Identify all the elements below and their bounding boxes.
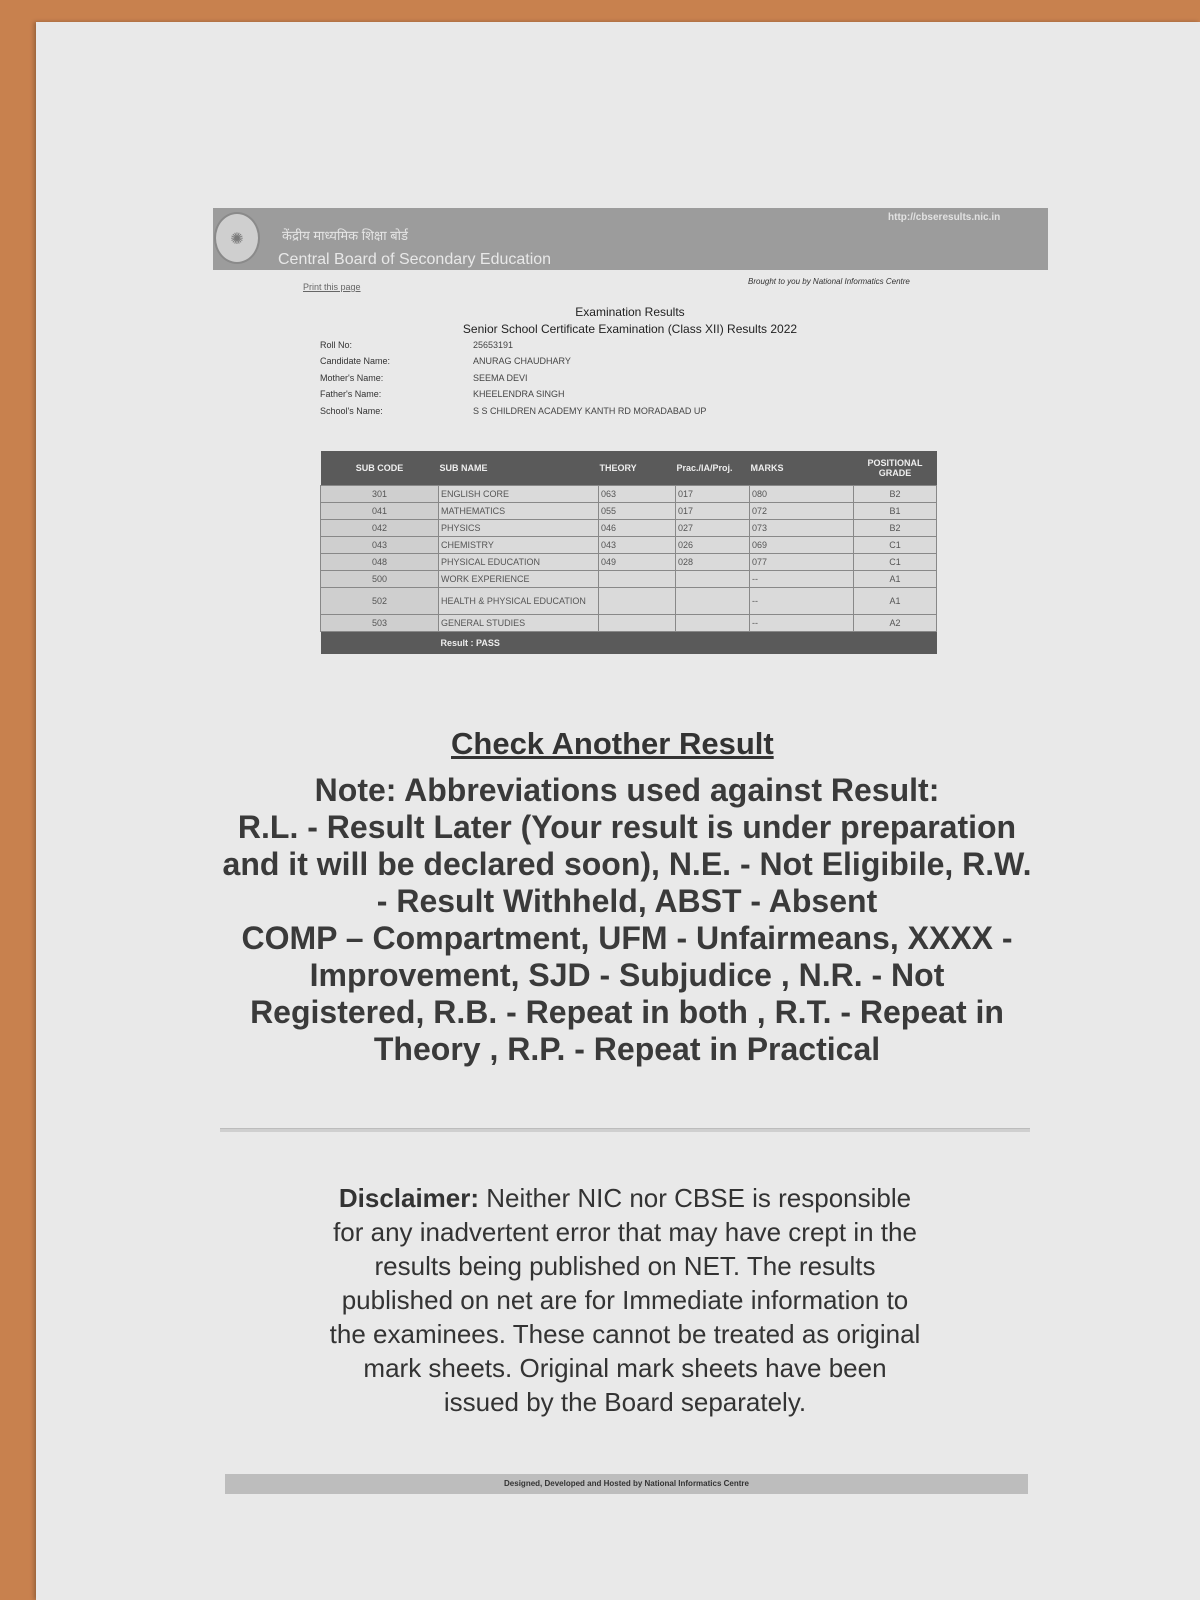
sub-name-cell: HEALTH & PHYSICAL EDUCATION (439, 588, 599, 615)
table-row (321, 588, 937, 615)
print-page-link[interactable]: Print this page (303, 282, 361, 292)
table-row (321, 503, 937, 520)
school-name-value: S S CHILDREN ACADEMY KANTH RD MORADABAD UP (473, 406, 707, 416)
marks-cell: -- (750, 571, 854, 588)
theory-cell: 055 (599, 503, 676, 520)
table-row (321, 520, 937, 537)
result-value: PASS (476, 638, 500, 648)
disclaimer-label: Disclaimer: (338, 1183, 480, 1213)
marks-cell: 073 (750, 520, 854, 537)
sub-name-cell: ENGLISH CORE (439, 486, 599, 503)
note-line-1: R.L. - Result Later (Your result is under preparation and it will be declared soon), N.E. - Not Eligibile, R.W. - Result Withheld, ABST - Absent (222, 809, 1032, 919)
school-name-label: School's Name: (320, 406, 383, 416)
sub-name-cell: GENERAL STUDIES (439, 615, 599, 632)
abbreviations-note (222, 772, 1032, 1068)
grade-cell: C1 (854, 554, 937, 571)
result-cell (439, 632, 937, 655)
marks-cell: 077 (750, 554, 854, 571)
practical-cell: 027 (676, 520, 750, 537)
col-header-practical: Prac./IA/Proj. (676, 451, 750, 486)
sub-code-cell: 043 (321, 537, 439, 554)
practical-cell: 026 (676, 537, 750, 554)
site-url-link[interactable]: http://cbseresults.nic.in (888, 212, 1001, 223)
sub-code-cell: 041 (321, 503, 439, 520)
table-row (321, 571, 937, 588)
sub-name-cell: WORK EXPERIENCE (439, 571, 599, 588)
sub-name-cell: MATHEMATICS (439, 503, 599, 520)
sub-code-cell: 301 (321, 486, 439, 503)
disclaimer-text: Neither NIC nor CBSE is responsible for any inadvertent error that may have crept in the results being published on NET. The results published on net are for Immediate information to the examinees. These cannot be treated as original mark sheets. Original mark sheets have been issued by the Board separately. (329, 1183, 921, 1417)
sub-code-cell: 500 (321, 571, 439, 588)
theory-cell: 063 (599, 486, 676, 503)
theory-cell: 043 (599, 537, 676, 554)
table-row (321, 486, 937, 503)
col-header-sub-name: SUB NAME (439, 451, 599, 486)
marks-cell: 080 (750, 486, 854, 503)
brought-by-text: Brought to you by National Informatics Centre (748, 277, 910, 286)
sub-code-cell: 502 (321, 588, 439, 615)
grade-cell: B1 (854, 503, 937, 520)
practical-cell (676, 588, 750, 615)
exam-subtitle: Senior School Certificate Examination (Class XII) Results 2022 (462, 322, 798, 336)
sub-name-cell: CHEMISTRY (439, 537, 599, 554)
grade-cell: A2 (854, 615, 937, 632)
roll-value: 25653191 (473, 340, 514, 350)
sub-name-cell: PHYSICAL EDUCATION (439, 554, 599, 571)
mother-name-value: SEEMA DEVI (473, 373, 528, 383)
father-name-label: Father's Name: (320, 389, 382, 399)
practical-cell: 017 (676, 486, 750, 503)
father-name-value: KHEELENDRA SINGH (473, 389, 565, 399)
theory-cell (599, 588, 676, 615)
practical-cell (676, 615, 750, 632)
check-another-result-link[interactable]: Check Another Result (451, 726, 774, 761)
table-row (321, 537, 937, 554)
grade-cell: C1 (854, 537, 937, 554)
marks-table (320, 451, 937, 654)
sub-code-cell: 503 (321, 615, 439, 632)
table-header-row (321, 451, 937, 486)
mother-name-label: Mother's Name: (320, 373, 384, 383)
candidate-name-value: ANURAG CHAUDHARY (473, 356, 571, 366)
note-line-2: COMP – Compartment, UFM - Unfairmeans, XXXX - Improvement, SJD - Subjudice , N.R. - Not Registered, R.B. - Repeat in both , R.T. - Repeat in Theory , R.P. - Repeat in Practical (241, 920, 1013, 1067)
board-name: Central Board of Secondary Education (278, 251, 552, 268)
marks-cell: 072 (750, 503, 854, 520)
theory-cell (599, 571, 676, 588)
result-label: Result : (440, 638, 474, 648)
col-header-theory: THEORY (599, 451, 676, 486)
exam-title: Examination Results (575, 305, 685, 319)
roll-label: Roll No: (320, 340, 353, 350)
candidate-name-label: Candidate Name: (320, 356, 391, 366)
sub-code-cell: 048 (321, 554, 439, 571)
col-header-sub-code: SUB CODE (321, 451, 439, 486)
theory-cell (599, 615, 676, 632)
note-title: Note: Abbreviations used against Result: (314, 772, 940, 808)
hindi-board-title: केंद्रीय माध्यमिक शिक्षा बोर्ड (282, 228, 408, 243)
result-row (321, 632, 937, 655)
practical-cell: 017 (676, 503, 750, 520)
sub-code-cell: 042 (321, 520, 439, 537)
grade-cell: A1 (854, 571, 937, 588)
grade-cell: B2 (854, 486, 937, 503)
divider (220, 1128, 1030, 1132)
marks-cell: 069 (750, 537, 854, 554)
grade-cell: B2 (854, 520, 937, 537)
marks-cell: -- (750, 615, 854, 632)
practical-cell (676, 571, 750, 588)
table-row (321, 554, 937, 571)
theory-cell: 046 (599, 520, 676, 537)
sub-name-cell: PHYSICS (439, 520, 599, 537)
col-header-marks: MARKS (750, 451, 854, 486)
table-row (321, 615, 937, 632)
theory-cell: 049 (599, 554, 676, 571)
marks-cell: -- (750, 588, 854, 615)
col-header-grade: POSITIONAL GRADE (854, 451, 937, 486)
footer-credit: Designed, Developed and Hosted by National Informatics Centre (225, 1474, 1028, 1494)
grade-cell: A1 (854, 588, 937, 615)
disclaimer-block (325, 1181, 925, 1419)
cbse-logo-icon: ✺ (214, 212, 260, 264)
practical-cell: 028 (676, 554, 750, 571)
